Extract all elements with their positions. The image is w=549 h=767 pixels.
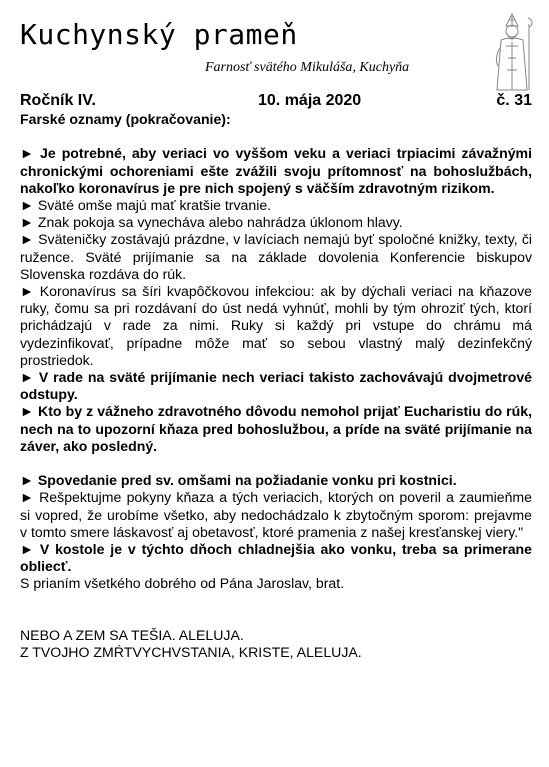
spacer [20,128,532,145]
section-heading: Farské oznamy (pokračovanie): [20,111,231,127]
announcement-respect: ► Rešpektujme pokyny kňaza a tých veriacich, ktorých on poveril a zaumieňme si vopred, že urobíme všetko, aby nedochádzalo k zbytočným sporom: prejavme v tomto smere láskavosť aj obetavosť, ktoré pramenia z našej kresťanskej viery." [20,489,532,540]
spacer [20,455,532,472]
announcement-communion-last: ► Kto by z vážneho zdravotného dôvodu nemohol prijať Eucharistiu do rúk, nech na to upozorní kňaza pred bohoslužbou, a príde na sväté prijímanie na záver, ako posledný. [20,403,532,454]
announcement-elderly: ► Je potrebné, aby veriaci vo vyššom veku a veriaci trpiacimi závažnými chronickými ochoreniami ešte zvážili svoju prítomnosť na bohoslužbách, nakoľko koronavírus je pre nich spojený s väčším zdravotným rizikom. [20,145,532,196]
announcement-droplet-infection: ► Koronavírus sa šíri kvapôčkovou infekciou: ak by dýchali veriaci na kňazove ruky, čomu sa pri rozdávaní do úst nedá vyhnúť, mohli by tým ohroziť tých, ktorí prichádzajú v rade za nimi. Ruky si každý pri vstupe do chrámu má vydezinfikovať, prípadne môže mať so sebou vlastný malý dezinfekčný prostriedok. [20,283,532,368]
announcement-short-mass: ► Sväté omše majú mať kratšie trvanie. [20,197,272,213]
announcement-holy-water: ► Sväteničky zostávajú prázdne, v lavíciach nemajú byť spoločné knižky, texty, či ružence. Sväté prijímanie sa na základe dovolenia Konferencie biskupov Slovenska rozdáva do rúk. [20,231,532,282]
announcement-confession: ► Spovedanie pred sv. omšami na požiadanie vonku pri kostnici. [20,472,457,489]
issue-date: 10. mája 2020 [258,92,362,109]
issue-number: č. 31 [496,92,532,109]
saint-nicholas-bishop-icon [488,12,536,94]
spacer [20,593,532,610]
announcements-body [20,111,532,661]
closing-line-2: Z TVOJHO ZMŔTVYCHVSTANIA, KRISTE, ALELUJA. [20,644,362,661]
issue-volume: Ročník IV. [20,92,96,109]
announcement-sign-of-peace: ► Znak pokoja sa vynecháva alebo nahrádza úklonom hlavy. [20,214,403,231]
issue-info-row [20,92,532,112]
greeting-signature: S prianím všetkého dobrého od Pána Jaroslav, brat. [20,575,345,592]
closing-line-1: NEBO A ZEM SA TEŠIA. ALELUJA. [20,627,244,644]
announcement-distance: ► V rade na sväté prijímanie nech veriaci takisto zachovávajú dvojmetrové odstupy. [20,369,532,403]
masthead-subtitle: Farnosť svätého Mikuláša, Kuchyňa [205,60,410,75]
masthead-title: Kuchynský prameň [20,18,298,51]
announcement-church-cold: ► V kostole je v týchto dňoch chladnejšia ako vonku, treba sa primerane obliecť. [20,541,532,575]
spacer [20,610,532,627]
